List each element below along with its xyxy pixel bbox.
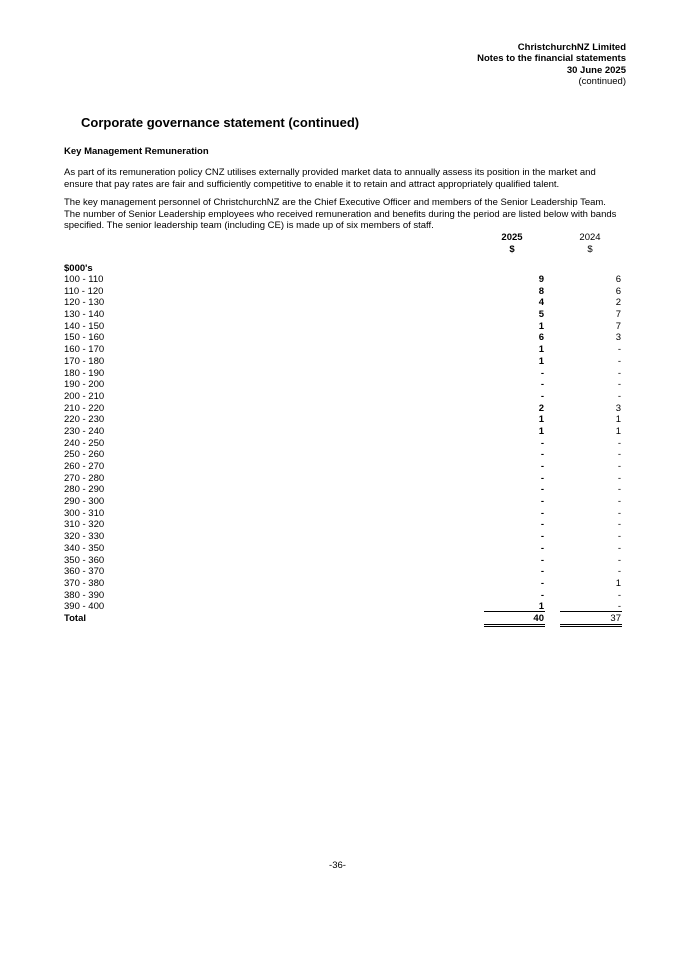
table-row	[64, 590, 624, 602]
value-2025: -	[540, 484, 544, 496]
salary-band: 240 - 250	[64, 437, 105, 449]
value-2024: -	[617, 554, 621, 566]
salary-band: 160 - 170	[64, 344, 105, 356]
value-2025: -	[540, 449, 544, 461]
column-unit-2025: $	[509, 243, 515, 255]
table-row	[64, 274, 624, 286]
report-date: 30 June 2025	[566, 64, 626, 76]
table-row	[64, 461, 624, 473]
value-2024: -	[617, 496, 621, 508]
value-2024: -	[617, 390, 621, 402]
value-2024: -	[617, 589, 621, 601]
table-row	[64, 391, 624, 403]
value-2025: 1	[538, 320, 544, 332]
value-2025: -	[540, 472, 544, 484]
table-row	[64, 543, 624, 555]
page-header	[477, 42, 626, 87]
value-2024: 1	[615, 577, 621, 589]
salary-band: 370 - 380	[64, 577, 105, 589]
value-2025: 9	[538, 274, 544, 285]
value-2024: -	[617, 542, 621, 554]
value-2025: 1	[538, 601, 544, 613]
subtotal-rule-2025	[484, 611, 545, 612]
value-2025: -	[540, 554, 544, 566]
unit-label: $000's	[64, 263, 93, 274]
salary-band: 230 - 240	[64, 425, 105, 437]
table-row	[64, 566, 624, 578]
salary-band: 210 - 220	[64, 402, 105, 414]
table-row	[64, 438, 624, 450]
subtotal-rule-2024	[560, 611, 622, 612]
table-row	[64, 426, 624, 438]
salary-band: 260 - 270	[64, 461, 105, 472]
value-2024: -	[617, 437, 621, 449]
value-2024: -	[617, 449, 621, 461]
value-2025: 8	[538, 285, 544, 297]
value-2025: -	[540, 461, 544, 472]
value-2024: -	[617, 507, 621, 519]
continued-note: (continued)	[578, 75, 626, 87]
value-2024: 6	[615, 285, 621, 297]
value-2024: 6	[615, 274, 621, 285]
total-2025: 40	[533, 613, 544, 624]
table-row	[64, 484, 624, 496]
salary-band: 220 - 230	[64, 414, 105, 426]
value-2025: 1	[538, 425, 544, 437]
column-year-2025: 2025	[501, 232, 523, 243]
total-2024: 37	[610, 613, 621, 624]
paragraph-remuneration-policy: As part of its remuneration policy CNZ utilises externally provided market data to annually assess its position in the market and ensure that pay rates are fair and sufficiently competitive to enable it to retain and attract appropriately qualified talent.	[64, 167, 596, 190]
table-row	[64, 473, 624, 485]
value-2025: 1	[538, 414, 544, 426]
salary-band: 250 - 260	[64, 449, 105, 461]
salary-band: 290 - 300	[64, 496, 105, 508]
value-2025: -	[540, 507, 544, 519]
value-2024: -	[617, 461, 621, 472]
value-2024: 3	[615, 332, 621, 344]
salary-band: 380 - 390	[64, 589, 105, 601]
value-2024: -	[617, 601, 621, 613]
salary-band: 360 - 370	[64, 566, 105, 578]
salary-band: 200 - 210	[64, 390, 105, 402]
table-row	[64, 555, 624, 567]
table-row	[64, 496, 624, 508]
salary-band: 350 - 360	[64, 554, 105, 566]
salary-band: 140 - 150	[64, 320, 105, 332]
value-2024: 7	[615, 320, 621, 332]
value-2024: 2	[615, 297, 621, 309]
salary-band: 270 - 280	[64, 472, 105, 484]
table-row	[64, 519, 624, 531]
total-label: Total	[64, 613, 86, 624]
salary-band: 110 - 120	[64, 285, 104, 297]
remuneration-table	[64, 274, 624, 613]
salary-band: 310 - 320	[64, 519, 105, 531]
page-number: -36-	[329, 860, 346, 871]
salary-band: 150 - 160	[64, 332, 105, 344]
salary-band: 340 - 350	[64, 542, 105, 554]
salary-band: 100 - 110	[64, 274, 104, 285]
value-2025: 6	[538, 332, 544, 344]
table-row	[64, 297, 624, 309]
salary-band: 170 - 180	[64, 355, 105, 367]
value-2024: -	[617, 355, 621, 367]
value-2024: -	[617, 472, 621, 484]
paragraph-key-management: The key management personnel of ChristchurchNZ are the Chief Executive Officer and members of the Senior Leadership Team. The number of Senior Leadership employees who received remuneration and benefits during the period are listed below with bands specified. The senior leadership team (including CE) is made up of six members of staff.	[64, 197, 617, 231]
table-row	[64, 321, 624, 333]
value-2025: 1	[538, 344, 544, 356]
value-2024: 1	[615, 414, 621, 426]
value-2025: -	[540, 367, 544, 379]
column-header-2025	[492, 232, 532, 255]
value-2024: 1	[615, 425, 621, 437]
value-2025: 2	[538, 402, 544, 414]
table-row	[64, 368, 624, 380]
document-name: Notes to the financial statements	[477, 53, 626, 65]
table-row	[64, 531, 624, 543]
column-header-2024	[570, 232, 610, 255]
total-double-rule-2024-top	[560, 624, 622, 625]
page-title: Corporate governance statement (continued)	[81, 115, 360, 130]
value-2025: -	[540, 519, 544, 531]
value-2024: -	[617, 344, 621, 356]
salary-band: 190 - 200	[64, 379, 105, 391]
table-row	[64, 286, 624, 298]
salary-band: 320 - 330	[64, 531, 105, 543]
value-2025: 4	[538, 297, 544, 309]
value-2025: -	[540, 542, 544, 554]
total-double-rule-2025-top	[484, 624, 545, 625]
salary-band: 180 - 190	[64, 367, 105, 379]
value-2024: -	[617, 367, 621, 379]
table-row	[64, 414, 624, 426]
value-2024: -	[617, 531, 621, 543]
value-2025: 1	[538, 355, 544, 367]
salary-band: 390 - 400	[64, 601, 105, 613]
table-row	[64, 449, 624, 461]
value-2024: 7	[615, 309, 621, 321]
value-2025: -	[540, 390, 544, 402]
table-row	[64, 309, 624, 321]
table-row	[64, 403, 624, 415]
value-2025: -	[540, 437, 544, 449]
company-name: ChristchurchNZ Limited	[517, 42, 626, 53]
value-2024: -	[617, 379, 621, 391]
total-double-rule-2025-bottom	[484, 626, 545, 627]
salary-band: 130 - 140	[64, 309, 105, 321]
value-2024: 3	[615, 402, 621, 414]
value-2025: -	[540, 566, 544, 578]
salary-band: 280 - 290	[64, 484, 105, 496]
table-row	[64, 379, 624, 391]
table-row	[64, 332, 624, 344]
table-row	[64, 344, 624, 356]
table-row	[64, 578, 624, 590]
value-2025: 5	[538, 309, 544, 321]
table-row	[64, 508, 624, 520]
value-2025: -	[540, 379, 544, 391]
value-2025: -	[540, 531, 544, 543]
value-2024: -	[617, 484, 621, 496]
salary-band: 300 - 310	[64, 507, 105, 519]
column-year-2024: 2024	[579, 232, 601, 243]
value-2025: -	[540, 577, 544, 589]
salary-band: 120 - 130	[64, 297, 105, 309]
section-heading: Key Management Remuneration	[64, 146, 209, 157]
value-2025: -	[540, 496, 544, 508]
table-row	[64, 356, 624, 368]
total-double-rule-2024-bottom	[560, 626, 622, 627]
value-2025: -	[540, 589, 544, 601]
value-2024: -	[617, 519, 621, 531]
column-unit-2024: $	[587, 243, 593, 255]
value-2024: -	[617, 566, 621, 578]
